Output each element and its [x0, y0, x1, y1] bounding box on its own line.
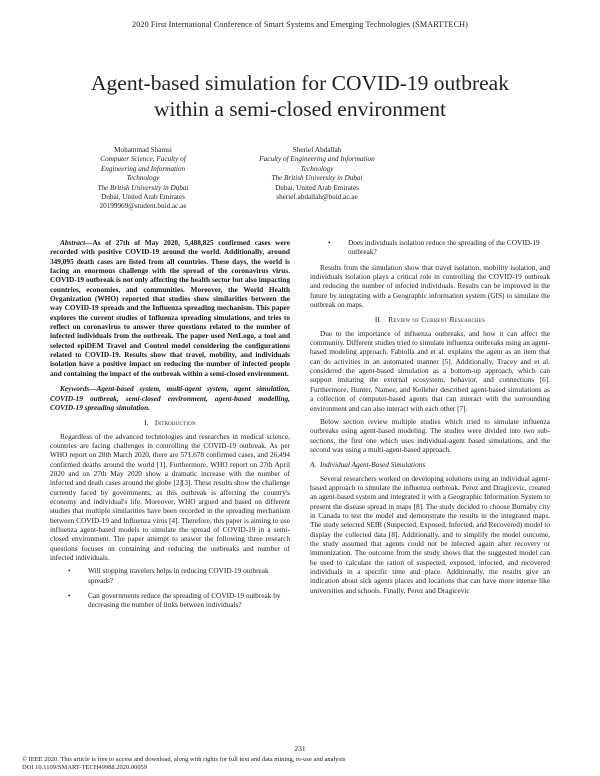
- abstract-label: Abstract—: [60, 238, 93, 247]
- author-city: Dubai, United Arab Emirates: [101, 193, 185, 202]
- author-name: Mohammad Shamsi: [114, 146, 172, 154]
- subsection-number: A.: [310, 460, 317, 470]
- section-title: Introduction: [154, 418, 196, 428]
- author-email: sherief.abdallah@buid.ac.ae: [276, 193, 358, 202]
- author-block-2: [232, 146, 402, 202]
- author-dept-line: The British University in Dubai: [271, 174, 363, 183]
- keywords: [50, 384, 290, 412]
- review-paragraph: Below section review multiple studies which tried to simulate influenza outbreaks using agent-based modeling. The studies were divided into two sub-sections, the first one which uses individual-agent based simulations, and the second was using a multi-agent-based approach.: [310, 416, 550, 454]
- right-column: [310, 238, 550, 738]
- list-item: • Does individuals isolation reduce the spreading of the COVID-19 outbreak?: [348, 238, 550, 257]
- copyright-line: © IEEE 2020. This article is free to access and download, along with rights for full text and data mining, re-use and analysis: [22, 756, 346, 763]
- keywords-label: Keywords—: [60, 384, 97, 394]
- results-paragraph: Results from the simulation show that travel isolation, mobility isolation, and individuals isolation plays a critical role in controlling the COVID-19 outbreak and reducing the number of infected individuals. Results can be improved in the future by integrating with a Geographic information system (GIS) to simulate the outbreak on maps.: [310, 262, 550, 310]
- author-city: Dubai, United Arab Emirates: [275, 183, 359, 192]
- list-item: • Will stopping travelers helps in reducing COVID-19 outbreak spreads?: [88, 566, 290, 585]
- author-block-1: [68, 146, 218, 212]
- abstract-text: As of 27th of May 2020, 5,488,825 confirmed cases were recorded with positive COVID-19 around the world. Additionally, around 349,095 death cases are listed from all countries. These days, the world is facing an enormous challenge with the spread of the coronavirus virus. COVID-19 outbreak is not only affecting the health sector but also impacting countries, economies, and communities. Moreover, the World Health Organization (WHO) reported that studies show similarities between the way COVID-19 spreads and the Influenza spreading mechanism. This paper explores the current studies of Influenza spreading simulations, and tries to reflect on coronavirus to answer three questions related to the number of infected individuals from the outbreak. The paper used NetLogo, a tool and selected epiDEM Travel and Control model considering the configurations related to COVID-19. Results show that travel, mobility, and individuals isolation have a positive impact on reducing the number of infected people and containing the impact of the outbreak within a semi-closed environment.: [50, 238, 290, 378]
- author-email: 20199969@student.buid.ac.ae: [99, 202, 187, 211]
- keywords-text: Agent-based system, multi-agent system, agent simulation, COVID-19 outbreak, semi-closed environment, agent-based modelling, COVID-19 spreading simulation.: [50, 384, 290, 412]
- section-number: I.: [144, 418, 149, 428]
- footer-notice: [22, 756, 582, 772]
- list-item: • Can governments reduce the spreading of COVID-19 outbreak by decreasing the number of links between individuals?: [88, 591, 290, 610]
- subsection-paragraph: Several researchers worked on developing solutions using an individual agent-based approach to simulate the influenza outbreak. Perez and Dragicevic, created an agent-based system and integrated it with a Geographic Information System to present the disease spread in maps [8]. The study decided to choose Burnaby city in Canada to test the model and demonstrate the results in the integrated maps. The study selected SEIR (Suspected, Exposed, Infected, and Recovered) model to display the collected data [8]. Additionally, and to simplify the model outcome, the study assumed that agents could not be infected again after recovery or immunization. The outcome from the study shows that the suggested model can be used to calculate the ration of suspected, exposed, infected, and recovered individuals in a specific time and place. Additionally, the results give an indication about sick agents places and locations that can have more intense like universities and schools. Finally, Perez and Dragicevic: [310, 473, 550, 595]
- intro-paragraph: Regardless of the advanced technologies and researches in medical science, countries are facing challenges in controlling the COVID-19 outbreak. As per WHO report on 28th March 2020, there are 571,678 confirmed cases, and 26,494 confirmed deaths around the world [1]. Furthermore, WHO report on 27th April 2020 and on 27th May 2020 show a dramatic increase with the number of infected and death cases around the globe [2][3]. These results show the challenge currently faced by governments, as this outbreak is affecting the country's economy and individual's life. Moreover, WHO argued and based on different studies that multiple similarities have been recorded in the spreading mechanism between COVID-19 and Influenza virus [4]. Therefore, this paper is aiming to use influenza agent-based models to simulate the spread of COVID-19 in a semi-closed environment. The paper attempt to answer the following three research questions focuses on containing and reducing the outbreaks and number of infected individuals.: [50, 431, 290, 562]
- title-line-2: within a semi-closed environment: [154, 97, 446, 121]
- review-paragraph: Due to the importance of influenza outbreaks, and how it can affect the community. Different studies tried to simulate influenza outbreaks using an agent-based modeling approach. Fabiolla and et al. explains the agent as an item that can do activities in an automated manner [5]. Additionally, Tracey and et al. considered the agent-based simulation as a bottom-up approach, which can support imitating the external ecosystem, behavior, and connections [6]. Furthermore, Hunter, Namee, and Kelleher described agent-based simulations as a collection of computer-based agents that can interact with the surrounding environment and can also interact with each other [7].: [310, 328, 550, 413]
- section-heading-review: [310, 315, 550, 324]
- section-title: Review of Current Researches: [388, 315, 486, 325]
- page-number: 231: [294, 744, 306, 753]
- author-dept-line: Computer Science, Faculty of: [100, 155, 186, 164]
- author-dept-line: The British University in Dubai: [97, 183, 189, 192]
- author-name: Sherief Abdallah: [292, 146, 342, 154]
- conference-header: 2020 First International Conference of Smart Systems and Emerging Technologies (SMARTTECH): [132, 20, 468, 29]
- doi-line: DOI 10.1109/SMART-TECH49988.2020.00059: [22, 764, 148, 772]
- author-dept-line: Faculty of Engineering and Information: [259, 155, 375, 164]
- author-dept-line: Engineering and Information: [100, 164, 186, 173]
- author-dept-line: Technology: [300, 164, 334, 173]
- section-number: II.: [374, 315, 383, 325]
- research-questions-list-cont: [310, 238, 550, 257]
- research-questions-list: [50, 566, 290, 609]
- author-dept-line: Technology: [126, 174, 160, 183]
- section-heading-introduction: [50, 418, 290, 427]
- abstract: [50, 238, 290, 378]
- subsection-title: Individual Agent-Based Simulations: [319, 460, 426, 470]
- paper-title: [60, 70, 540, 122]
- title-line-1: Agent-based simulation for COVID-19 outbreak: [91, 71, 509, 95]
- subsection-heading: [310, 460, 550, 469]
- left-column: [50, 238, 290, 738]
